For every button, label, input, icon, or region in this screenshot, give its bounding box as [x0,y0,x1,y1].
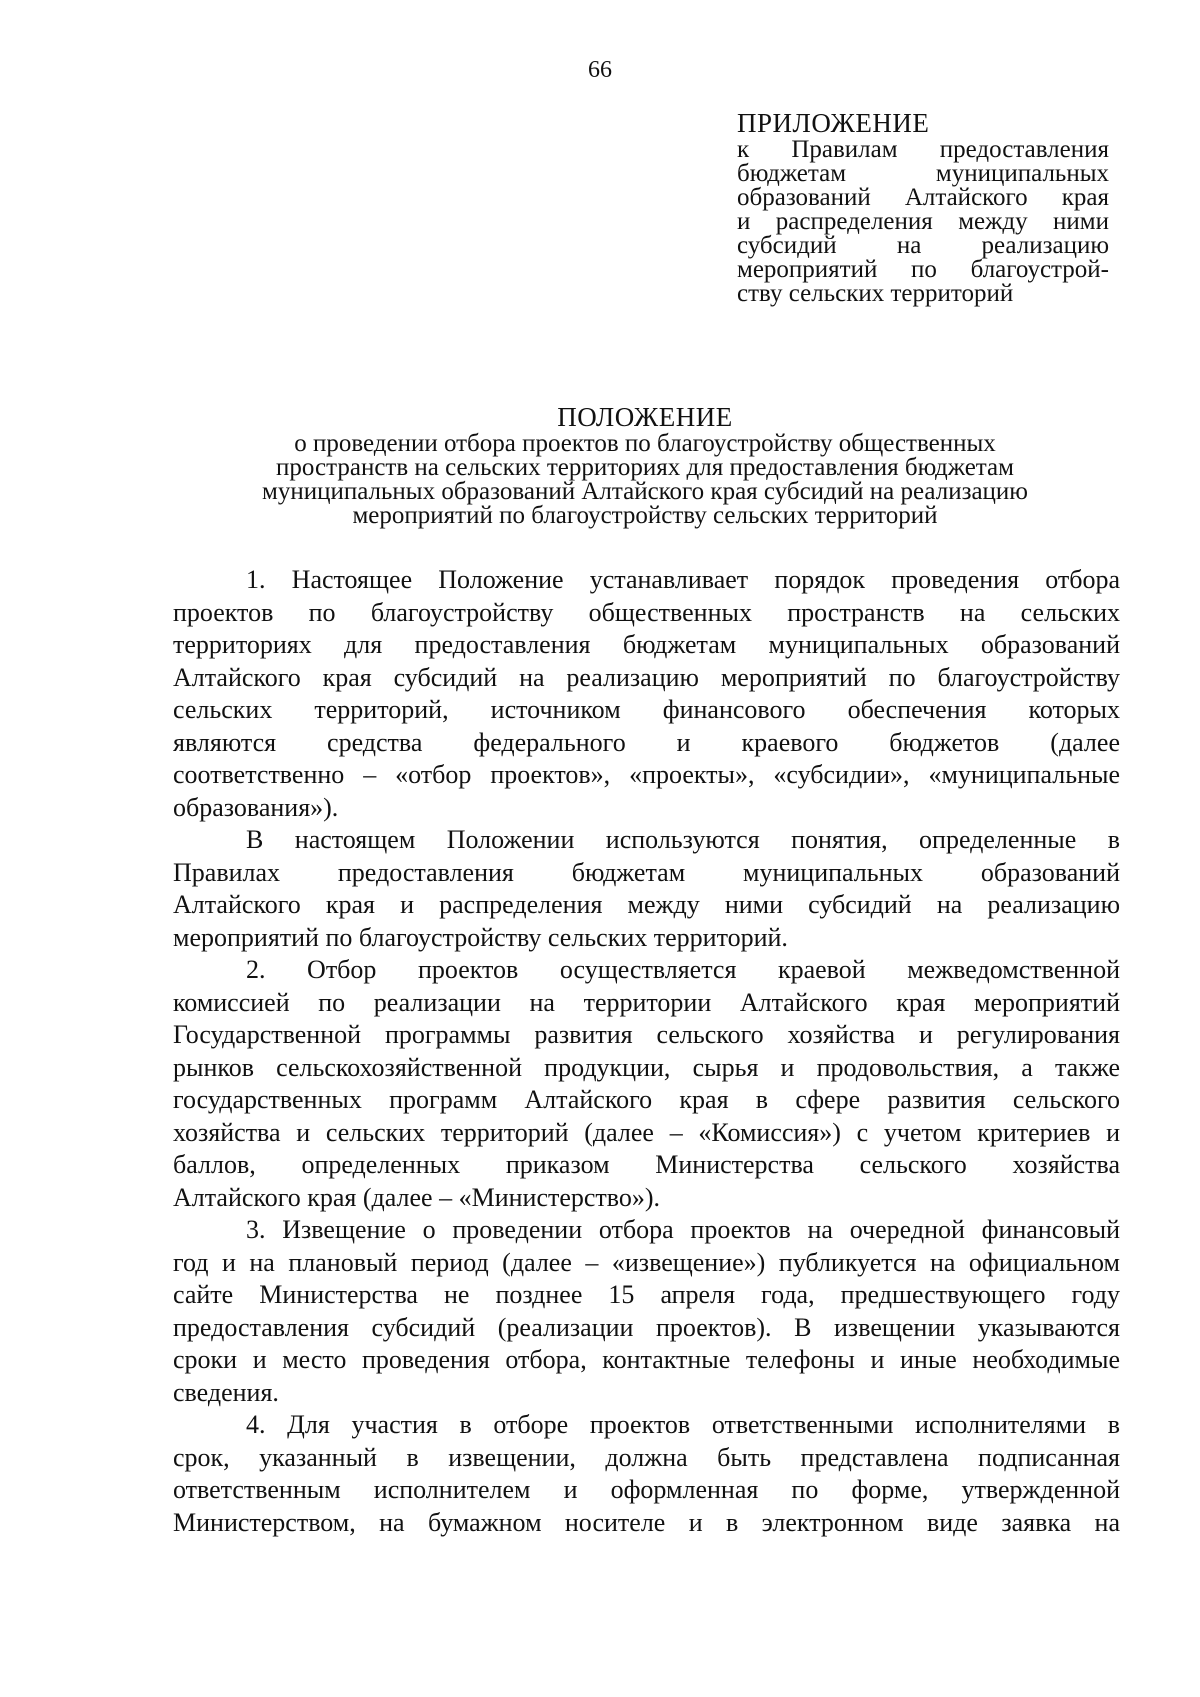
body-line: соответственно – «отбор проектов», «проекты», «субсидии», «муниципальные [173,760,1120,789]
body-line: Алтайского края (далее – «Министерство»). [173,1182,661,1212]
appendix-line: к Правилам предоставления [737,136,1109,163]
heading-line: пространств на сельских территориях для предоставления бюджетам [276,454,1014,481]
body-line: сайте Министерства не позднее 15 апреля года, предшествующего году [173,1280,1120,1309]
body-line: Алтайского края субсидий на реализацию мероприятий по благоустройству [173,662,1120,692]
document-heading [150,402,1140,528]
body-line: Государственной программы развития сельского хозяйства и регулирования [173,1020,1120,1049]
body-line: государственных программ Алтайского края в сфере развития сельского [173,1085,1120,1114]
body-line: Министерством, на бумажном носителе и в электронном виде заявка на [173,1507,1120,1537]
appendix-title: ПРИЛОЖЕНИЕ [737,108,930,138]
body-line: образования»). [173,792,339,822]
appendix-line: образований Алтайского края [737,184,1109,211]
body-line: 2. Отбор проектов осуществляется краевой межведомственной [246,955,1120,984]
appendix-line: мероприятий по благоустрой- [737,256,1109,283]
body-line: баллов, определенных приказом Министерства сельского хозяйства [173,1150,1120,1179]
appendix-line: ству сельских территорий [737,280,1014,307]
body-line: комиссией по реализации на территории Алтайского края мероприятий [173,987,1120,1017]
page-number: 66 [588,57,612,83]
body-line: сельских территорий, источником финансового обеспечения которых [173,695,1120,724]
body-line: Алтайского края и распределения между ними субсидий на реализацию [173,890,1120,919]
body-line: 3. Извещение о проведении отбора проектов на очередной финансовый [246,1215,1120,1244]
body-line: 4. Для участия в отборе проектов ответственными исполнителями в [246,1410,1120,1439]
body-line: 1. Настоящее Положение устанавливает порядок проведения отбора [246,565,1120,594]
body-line: предоставления субсидий (реализации проектов). В извещении указываются [173,1312,1120,1342]
heading-line: мероприятий по благоустройству сельских территорий [352,502,938,529]
appendix-line: и распределения между ними [737,208,1109,235]
body-line: хозяйства и сельских территорий (далее – «Комиссия») с учетом критериев и [173,1117,1120,1147]
body-line: территориях для предоставления бюджетам муниципальных образований [173,630,1120,659]
heading-line: муниципальных образований Алтайского края субсидий на реализацию [262,478,1028,505]
body-line: срок, указанный в извещении, должна быть представлена подписанная [173,1442,1120,1472]
body-line: рынков сельскохозяйственной продукции, сырья и продовольствия, а также [173,1052,1120,1082]
appendix-line: бюджетам муниципальных [737,160,1109,187]
body-line: проектов по благоустройству общественных пространств на сельских [173,597,1120,627]
appendix-line: субсидий на реализацию [737,232,1109,259]
body-line: ответственным исполнителем и оформленная по форме, утвержденной [173,1475,1120,1504]
body-line: являются средства федерального и краевого бюджетов (далее [173,727,1120,757]
document-title: ПОЛОЖЕНИЕ [557,402,733,432]
appendix-block [737,108,1109,306]
body-line: Правилах предоставления бюджетам муниципальных образований [173,857,1120,887]
body-line: В настоящем Положении используются понятия, определенные в [246,825,1120,854]
body-line: сроки и место проведения отбора, контактные телефоны и иные необходимые [173,1345,1120,1374]
body-text [173,564,1120,1539]
body-line: год и на плановый период (далее – «извещение») публикуется на официальном [173,1247,1120,1277]
heading-line: о проведении отбора проектов по благоустройству общественных [294,430,996,457]
body-line: сведения. [173,1377,279,1407]
body-line: мероприятий по благоустройству сельских территорий. [173,922,788,952]
